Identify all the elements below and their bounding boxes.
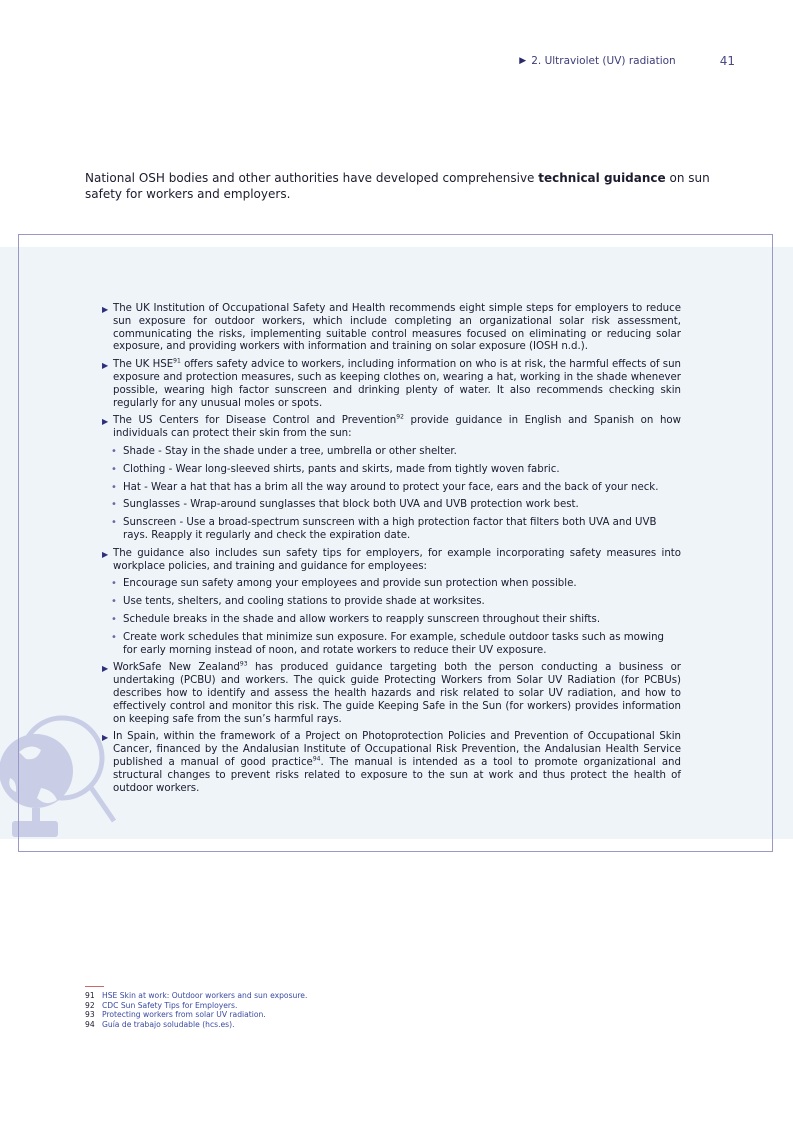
triangle-arrow-icon: ▶ bbox=[102, 305, 109, 314]
footnote-link[interactable]: Protecting workers from solar UV radiation. bbox=[102, 1010, 266, 1019]
sub-item-breaks: • Schedule breaks in the shade and allow workers to reapply sunscreen throughout their shifts. bbox=[111, 613, 601, 625]
running-header bbox=[519, 54, 735, 68]
triangle-arrow-icon: ▶ bbox=[102, 733, 109, 743]
guidance-list bbox=[102, 303, 681, 800]
footnote-link[interactable]: CDC Sun Safety Tips for Employers. bbox=[102, 1000, 238, 1010]
list-item-employers: ▶ The guidance also includes sun safety tips for employers, for example incorporating safety measures into workplace policies, and training and guidance for employees: bbox=[102, 547, 681, 572]
footnote-ref: 91 bbox=[173, 357, 181, 365]
section-title: 2. Ultraviolet (UV) radiation bbox=[531, 55, 676, 67]
footnote-item: 94 Guía de trabajo soludable (hcs.es). bbox=[85, 1019, 235, 1029]
list-item-worksafe: ▶ WorkSafe New Zealand$^{93}$ has produced guidance targeting both the person conducting a business or undertaking (PCBU) and workers. The quick guide Protecting Workers from Solar UV Radiation (for PCBUs) describes how to identify and assess the health hazards and risk related to solar UV radiation, and how to effectively control and monitor this risk. The guide Keeping Safe in the Sun (for workers) provides information on keeping safe from the sun’s harmful rays. bbox=[102, 660, 681, 725]
sub-item-clothing: • Clothing - Wear long-sleeved shirts, pants and skirts, made from tightly woven fabric. bbox=[111, 463, 560, 475]
sub-item-shade: • Shade - Stay in the shade under a tree, umbrella or other shelter. bbox=[111, 445, 457, 457]
bullet-dot-icon: • bbox=[111, 445, 117, 457]
list-item-cdc: ▶ The US Centers for Disease Control and Prevention$^{92}$ provide guidance in English and Spanish on how individuals can protect their skin from the sun: bbox=[102, 413, 681, 440]
footnote-divider bbox=[85, 986, 104, 987]
footnote-item: 93 Protecting workers from solar UV radiation. bbox=[85, 1010, 266, 1019]
footnote-ref: 93 bbox=[239, 660, 248, 668]
list-item-hse: ▶ The UK HSE$^{91}$ offers safety advice to workers, including information on who is at risk, the harmful effects of sun exposure and protection measures, such as keeping clothes on, wearing a hat, working in the shade whenever possible, wearing high factor sunscreen and drinking plenty of water. It also recommends checking skin regularly for any unusual moles or spots. bbox=[102, 357, 681, 409]
list-item-spain: ▶ In Spain, within the framework of a Project on Photoprotection Policies and Prevention of Occupational Skin Cancer, financed by the Andalusian Institute of Occupational Risk Prevention, the Andalusian Health Service published a manual of good practice$^{94}$. The manual is intended as a tool to promote organizational and structural changes to prevent risks related to exposure to the sun at work and thus protect the health of outdoor workers. bbox=[102, 731, 681, 794]
triangle-arrow-icon: ▶ bbox=[102, 664, 109, 674]
triangle-arrow-icon: ▶ bbox=[102, 417, 109, 427]
footnote-item: 92 CDC Sun Safety Tips for Employers. bbox=[85, 1000, 238, 1010]
intro-bold: technical guidance bbox=[538, 171, 666, 185]
bullet-dot-icon: • bbox=[111, 463, 117, 475]
sub-item-sunglasses: • Sunglasses - Wrap-around sunglasses that block both UVA and UVB protection work best. bbox=[111, 499, 579, 511]
footnote-link[interactable]: HSE Skin at work: Outdoor workers and sun exposure. bbox=[102, 991, 308, 1000]
list-item-iosh: ▶ The UK Institution of Occupational Safety and Health recommends eight simple steps for employers to reduce sun exposure for outdoor workers, which include completing an organizational solar risk assessment, communicating the risks, implementing suitable control measures focused on eliminating or reducing solar exposure, and providing workers with information and training on solar exposure (IOSH n.d.). bbox=[102, 303, 681, 353]
sub-item-sunscreen: • Sunscreen - Use a broad-spectrum sunscreen with a high protection factor that filters both UVA and UVB rays. Reapply it regularly and check the expiration date. bbox=[111, 517, 657, 541]
sub-item-tents: • Use tents, shelters, and cooling stations to provide shade at worksites. bbox=[111, 596, 485, 608]
footnote-item: 91 HSE Skin at work: Outdoor workers and sun exposure. bbox=[85, 991, 308, 1000]
bullet-dot-icon: • bbox=[111, 631, 117, 643]
footnote-ref: 92 bbox=[396, 413, 404, 421]
triangle-arrow-icon: ▶ bbox=[519, 56, 527, 66]
sub-item-encourage: • Encourage sun safety among your employees and provide sun protection when possible. bbox=[111, 578, 577, 590]
triangle-arrow-icon: ▶ bbox=[102, 549, 109, 559]
bullet-dot-icon: • bbox=[111, 613, 117, 625]
footnote-ref: 94 bbox=[312, 755, 321, 763]
bullet-dot-icon: • bbox=[111, 517, 117, 529]
bullet-dot-icon: • bbox=[111, 578, 117, 590]
footnote-link[interactable]: Guía de trabajo soludable (hcs.es). bbox=[102, 1019, 235, 1029]
bullet-dot-icon: • bbox=[111, 596, 117, 608]
triangle-arrow-icon: ▶ bbox=[102, 361, 109, 371]
intro-paragraph: National OSH bodies and other authorities have developed comprehensive technical guidance on sun safety for workers and employers. bbox=[85, 171, 710, 201]
footnotes bbox=[85, 986, 307, 1029]
sub-item-hat: • Hat - Wear a hat that has a brim all the way around to protect your face, ears and the back of your neck. bbox=[111, 481, 659, 493]
bullet-dot-icon: • bbox=[111, 481, 117, 493]
bullet-dot-icon: • bbox=[111, 499, 117, 511]
sub-item-schedules: • Create work schedules that minimize sun exposure. For example, schedule outdoor tasks such as mowing for early morning instead of noon, and rotate workers to reduce their UV exposure. bbox=[111, 631, 665, 656]
page-number: 41 bbox=[719, 54, 735, 68]
